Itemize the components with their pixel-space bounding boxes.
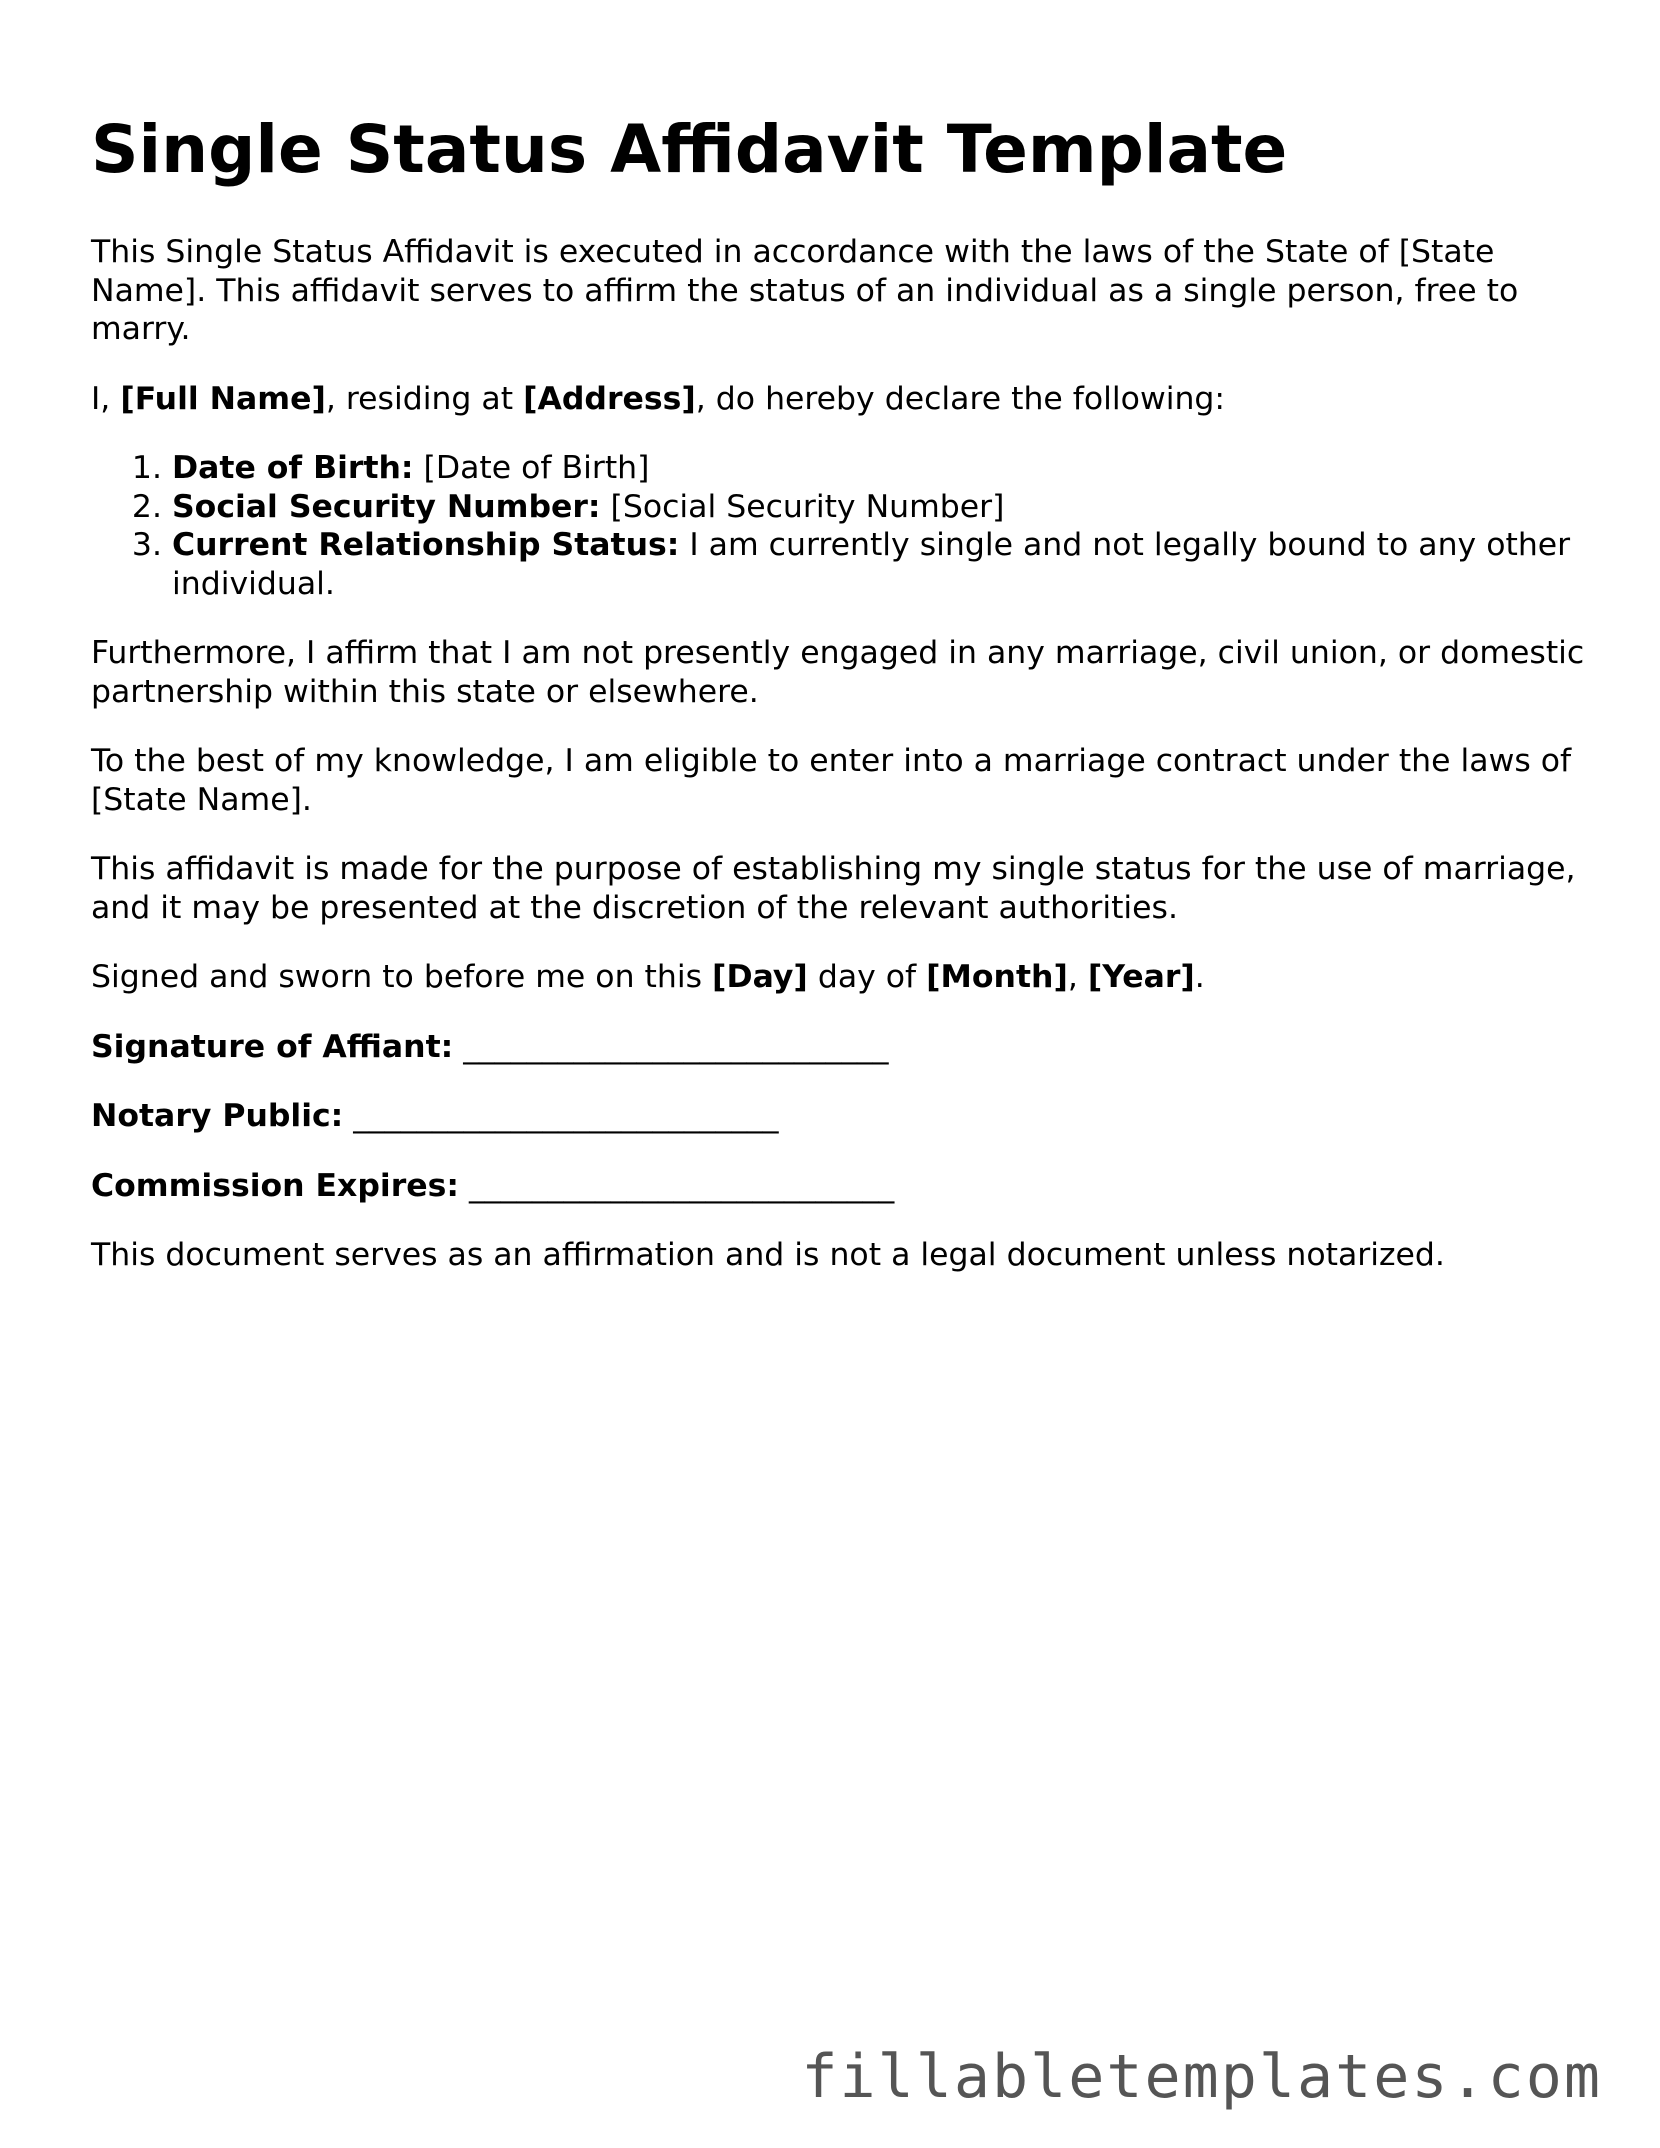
signature-affiant-label: Signature of Affiant: (91, 1028, 454, 1065)
document-title: Single Status Affidavit Template (91, 111, 1288, 188)
intro-paragraph: This Single Status Affidavit is executed in accordance with the laws of the State of [State Name]. This affidavit serves to affirm the status of an individual as a single person, free to marry. (91, 234, 1519, 348)
commission-expires-blank: ___________________________ (458, 1167, 895, 1204)
list-item-label: Date of Birth: (172, 450, 414, 487)
sworn-comma: , (1067, 959, 1088, 996)
list-item-value: [Date of Birth] (413, 450, 650, 487)
address-placeholder: [Address] (523, 380, 696, 417)
year-placeholder: [Year] (1087, 959, 1195, 996)
declaration-prefix: I, (91, 380, 121, 417)
declaration-paragraph (91, 380, 1591, 419)
sworn-middle: day of (807, 959, 927, 996)
signature-affiant-line (91, 1028, 1591, 1067)
full-name-placeholder: [Full Name] (120, 380, 326, 417)
eligibility-paragraph: To the best of my knowledge, I am eligible to enter into a marriage contract under the laws of [State Name]. (91, 743, 1572, 818)
day-placeholder: [Day] (712, 959, 808, 996)
list-item-value: I am currently single and not legally bound to any other individual. (172, 527, 1571, 602)
declaration-suffix: , do hereby declare the following: (695, 380, 1226, 417)
notary-public-label: Notary Public: (91, 1098, 344, 1135)
purpose-paragraph: This affidavit is made for the purpose of establishing my single status for the use of marriage, and it may be presented at the discretion of the relevant authorities. (91, 851, 1576, 926)
notary-public-line (91, 1097, 1591, 1136)
commission-expires-line (91, 1167, 1591, 1206)
sworn-paragraph (91, 958, 1591, 997)
list-item-label: Social Security Number: (172, 488, 601, 525)
list-item-value: [Social Security Number] (600, 488, 1005, 525)
list-item-ssn (172, 488, 1591, 527)
watermark: fillabletemplates.com (801, 2042, 1602, 2112)
commission-expires-label: Commission Expires: (91, 1167, 459, 1204)
signature-affiant-blank: ___________________________ (453, 1028, 889, 1065)
list-item-relationship-status (172, 526, 1591, 603)
list-item-label: Current Relationship Status: (172, 527, 680, 564)
declaration-list (91, 449, 1591, 603)
sworn-end: . (1194, 959, 1205, 996)
sworn-prefix: Signed and sworn to before me on this (91, 959, 713, 996)
disclaimer-paragraph: This document serves as an affirmation and is not a legal document unless notarized. (91, 1237, 1445, 1274)
list-item-date-of-birth (172, 449, 1591, 488)
document-page (91, 110, 1591, 1306)
declaration-middle: , residing at (325, 380, 524, 417)
furthermore-paragraph: Furthermore, I affirm that I am not presently engaged in any marriage, civil union, or domestic partnership within this state or elsewhere. (91, 635, 1585, 710)
notary-public-blank: ___________________________ (343, 1098, 779, 1135)
month-placeholder: [Month] (926, 959, 1068, 996)
